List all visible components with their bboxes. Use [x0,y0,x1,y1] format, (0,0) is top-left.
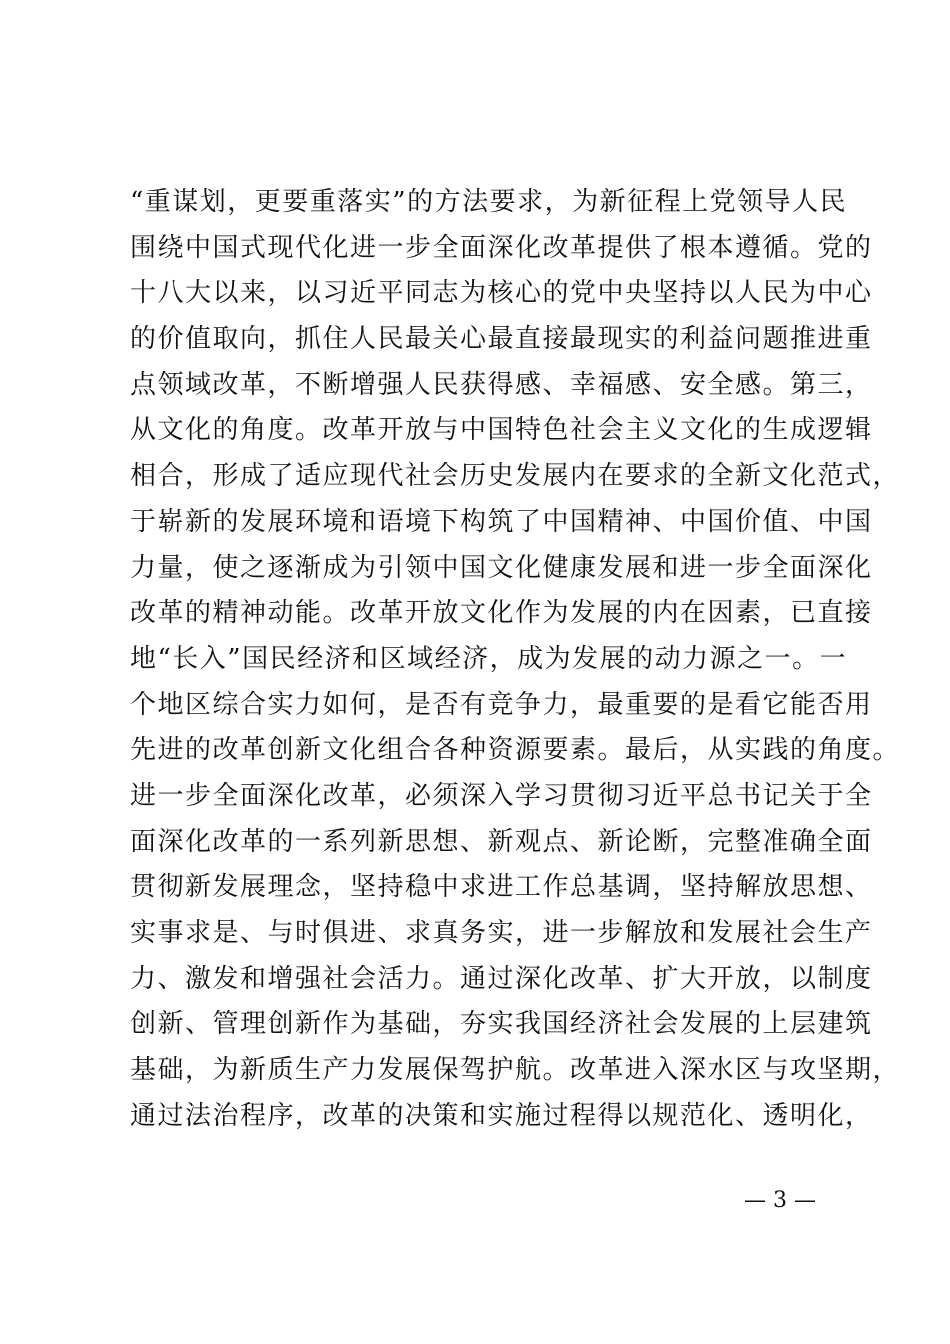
text-line: 进一步全面深化改革，必须深入学习贯彻习近平总书记关于全 [130,780,873,811]
text-line: 力、激发和增强社会活力。通过深化改革、扩大开放，以制度 [130,963,873,994]
text-line: “重谋划，更要重落实”的方法要求，为新征程上党领导人民 [130,187,848,217]
text-line: 贯彻新发展理念，坚持稳中求进工作总基调，坚持解放思想、 [130,872,873,903]
text-line: 点领域改革，不断增强人民获得感、幸福感、安全感。第三， [130,369,873,400]
text-line: 面深化改革的一系列新思想、新观点、新论断，完整准确全面 [130,826,873,857]
text-line: 通过法治程序，改革的决策和实施过程得以规范化、透明化， [130,1100,873,1131]
text-line: 于崭新的发展环境和语境下构筑了中国精神、中国价值、中国 [130,506,873,537]
text-line: 十八大以来，以习近平同志为核心的党中央坚持以人民为中心 [130,278,873,309]
text-line: 改革的精神动能。改革开放文化作为发展的内在因素，已直接 [130,598,873,629]
text-line: 创新、管理创新作为基础，夯实我国经济社会发展的上层建筑 [130,1009,873,1040]
text-line: 的价值取向，抓住人民最关心最直接最现实的利益问题推进重 [130,324,873,355]
text-line: 实事求是、与时俱进、求真务实，进一步解放和发展社会生产 [130,918,873,948]
text-line: 从文化的角度。改革开放与中国特色社会主义文化的生成逻辑 [130,415,873,446]
text-line: 相合，形成了适应现代社会历史发展内在要求的全新文化范式， [130,461,901,492]
text-line: 先进的改革创新文化组合各种资源要素。最后，从实践的角度。 [130,735,901,766]
text-line: 基础，为新质生产力发展保驾护航。改革进入深水区与攻坚期， [130,1055,901,1086]
text-line: 围绕中国式现代化进一步全面深化改革提供了根本遵循。党的 [130,232,873,263]
text-line: 力量，使之逐渐成为引领中国文化健康发展和进一步全面深化 [130,552,873,583]
text-line: 地“长入”国民经济和区域经济，成为发展的动力源之一。一 [130,643,848,674]
page-number: — 3 — [744,1188,816,1213]
text-line: 个地区综合实力如何，是否有竞争力，最重要的是看它能否用 [130,689,873,720]
body-text [130,180,901,1139]
